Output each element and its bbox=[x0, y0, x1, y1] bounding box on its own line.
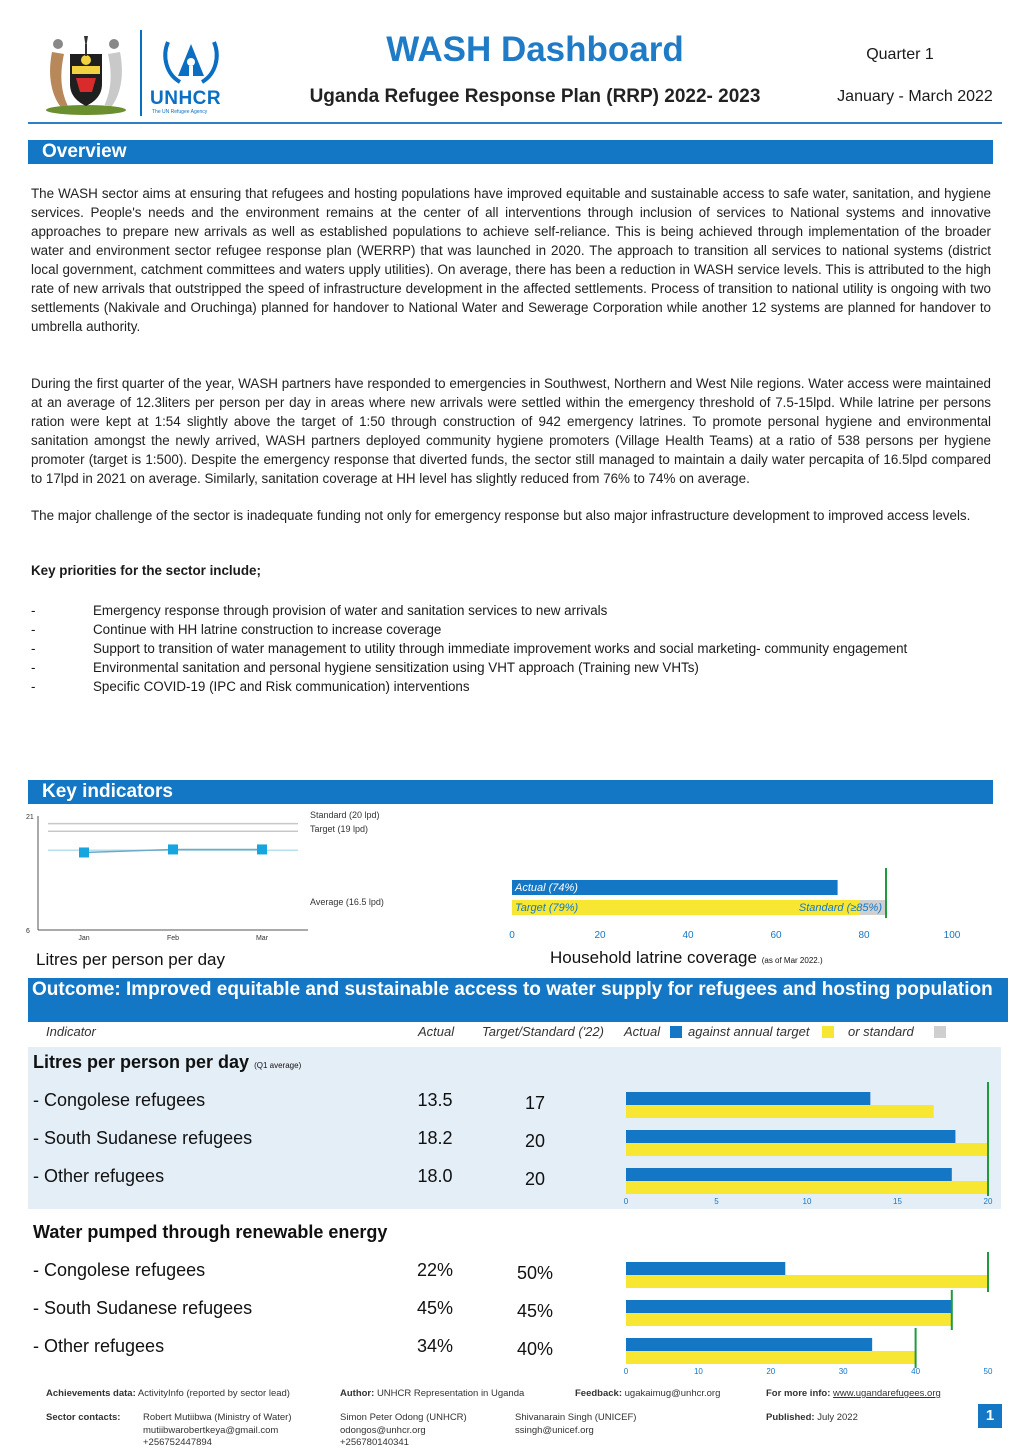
row-actual: 22% bbox=[416, 1260, 454, 1280]
row-target: 45% bbox=[516, 1301, 554, 1321]
x-tick-label: 0 bbox=[623, 1367, 629, 1376]
x-tick-label: 0 bbox=[623, 1197, 629, 1206]
x-tick-label: Mar bbox=[255, 935, 269, 942]
outcome-heading: Outcome: Improved equitable and sustainable access to water supply for refugees and hosting population bbox=[28, 978, 1008, 1022]
footer-contact-3: Shivanarain Singh (UNICEF) ssingh@unicef.org bbox=[515, 1412, 637, 1436]
legend-indicator: Indicator bbox=[46, 1024, 96, 1039]
row-actual: 13.5 bbox=[417, 1090, 453, 1110]
footer-contacts-label: Sector contacts: bbox=[46, 1412, 121, 1423]
actual-bar bbox=[626, 1262, 785, 1275]
footer-feedback: Feedback: ugakaimug@unhcr.org bbox=[575, 1388, 721, 1399]
y-tick-label: 6 bbox=[26, 928, 30, 935]
latrine-bar-label: Actual (74%) bbox=[515, 882, 578, 894]
row-target: 17 bbox=[524, 1093, 546, 1113]
more-info-link[interactable]: www.ugandarefugees.org bbox=[833, 1388, 941, 1399]
x-tick-label: 15 bbox=[893, 1197, 902, 1206]
actual-bar bbox=[626, 1168, 952, 1181]
x-tick-label: 40 bbox=[682, 930, 694, 941]
footer-contact-1: Robert Mutiibwa (Ministry of Water) mutiibwarobertkeya@gmail.com +256752447894 bbox=[143, 1412, 292, 1448]
target-bar bbox=[626, 1105, 934, 1118]
lpd-chart-caption: Litres per person per day bbox=[36, 950, 225, 969]
priority-bullet: - bbox=[31, 622, 36, 637]
standard-line-label: Standard (20 lpd) bbox=[310, 810, 380, 820]
logo-divider bbox=[140, 30, 142, 116]
legend-target-swatch bbox=[822, 1026, 834, 1038]
legend-target: Target/Standard ('22) bbox=[482, 1024, 604, 1039]
page-title: WASH Dashboard bbox=[386, 30, 684, 69]
lpd-line-chart bbox=[24, 808, 404, 944]
row-actual: 18.2 bbox=[417, 1128, 453, 1148]
data-point bbox=[168, 844, 178, 854]
x-tick-label: 40 bbox=[911, 1367, 921, 1376]
latrine-standard-label: Standard (≥85%) bbox=[798, 902, 882, 914]
unhcr-logo-text: UNHCR bbox=[150, 88, 222, 109]
target-bar bbox=[626, 1275, 988, 1288]
footer-contact-2: Simon Peter Odong (UNHCR) odongos@unhcr.org +256780140341 bbox=[340, 1412, 467, 1448]
x-tick-label: 5 bbox=[714, 1197, 719, 1206]
priority-item: - Support to transition of water management to utility through immediate improvement works and social marketing- community engagement bbox=[31, 641, 908, 656]
outcome-legend bbox=[46, 1024, 996, 1042]
y-tick-label: 21 bbox=[26, 814, 34, 821]
footer-published: Published: July 2022 bbox=[766, 1412, 858, 1423]
priorities-list bbox=[31, 601, 991, 696]
target-bar bbox=[626, 1351, 916, 1364]
x-tick-label: 20 bbox=[594, 930, 606, 941]
target-line-label: Target (19 lpd) bbox=[310, 824, 369, 834]
row-label: - South Sudanese refugees bbox=[33, 1298, 253, 1318]
row-target: 40% bbox=[516, 1339, 554, 1359]
priority-item: - Environmental sanitation and personal hygiene sensitization using VHT approach (Training new VHTs) bbox=[31, 660, 699, 675]
x-tick-label: 10 bbox=[802, 1197, 812, 1206]
actual-bar bbox=[626, 1338, 872, 1351]
legend-or-standard: or standard bbox=[848, 1024, 914, 1039]
latrine-chart-caption: Household latrine coverage (as of Mar 2022.) bbox=[550, 948, 823, 967]
priorities-heading: Key priorities for the sector include; bbox=[31, 563, 261, 578]
row-label: - Other refugees bbox=[33, 1336, 165, 1356]
x-tick-label: Jan bbox=[78, 935, 90, 942]
priority-bullet: - bbox=[31, 641, 36, 656]
x-tick-label: 10 bbox=[693, 1367, 703, 1376]
row-actual: 34% bbox=[416, 1336, 454, 1356]
target-bar bbox=[626, 1181, 988, 1194]
row-label: - Congolese refugees bbox=[33, 1260, 206, 1280]
unhcr-laurel-icon bbox=[160, 36, 222, 88]
overview-paragraph-3: The major challenge of the sector is inadequate funding not only for emergency response but also major infrastructure development to improved access levels. bbox=[31, 508, 971, 523]
latrine-bar-label: Target (79%) bbox=[515, 902, 579, 914]
uganda-coat-of-arms-icon bbox=[38, 32, 134, 116]
average-line-label: Average (16.5 lpd) bbox=[310, 897, 384, 907]
target-bar bbox=[626, 1313, 952, 1326]
overview-paragraph-1: The WASH sector aims at ensuring that refugees and hosting populations have improved equitable and sustainable access to safe water, sanitation, and hygiene services. People's needs and the environment remains at the center of all interventions through inclusion of services to National systems and innovative approaches to prepare new arrivals as well as established populations to achieve self-reliance. This is being achieved through implementation of the broader water and environment sector refugee response plan (WERRP) that was launched in 2020. The approach to transition all services to national systems (district local government, catchment committees and waters upply utilities). On average, there has been a reduction in WASH service levels. This is attributed to the high rate of new arrivals that outstripped the speed of infrastructure development in the affected settlements. Process of transition to national utility is ongoing with two settlements (Nakivale and Oruchinga) planned for handover to National Water and Sewerage Corporation while another 12 systems are planned for handover to umbrella authority. bbox=[31, 186, 991, 334]
row-actual: 45% bbox=[416, 1298, 454, 1318]
x-tick-label: 20 bbox=[983, 1197, 993, 1206]
priority-bullet: - bbox=[31, 660, 36, 675]
legend-actual-bar: Actual bbox=[624, 1024, 661, 1039]
overview-heading: Overview bbox=[28, 140, 993, 164]
row-target: 20 bbox=[524, 1131, 546, 1151]
priority-bullet: - bbox=[31, 679, 36, 694]
row-target: 50% bbox=[516, 1263, 554, 1283]
priority-bullet: - bbox=[31, 603, 36, 618]
row-actual: 18.0 bbox=[417, 1166, 453, 1186]
key-indicators-heading: Key indicators bbox=[28, 780, 993, 804]
row-label: - Other refugees bbox=[33, 1166, 165, 1186]
x-tick-label: 50 bbox=[983, 1367, 993, 1376]
legend-actual: Actual bbox=[418, 1024, 455, 1039]
page-number: 1 bbox=[978, 1404, 1002, 1428]
legend-actual-swatch bbox=[670, 1026, 682, 1038]
row-target: 20 bbox=[524, 1169, 546, 1189]
legend-standard-swatch bbox=[934, 1026, 946, 1038]
footer-author: Author: UNHCR Representation in Uganda bbox=[340, 1388, 525, 1399]
group-note: (Q1 average) bbox=[254, 1061, 302, 1070]
actual-bar bbox=[626, 1092, 870, 1105]
page-subtitle: Uganda Refugee Response Plan (RRP) 2022- 2023 bbox=[309, 86, 761, 107]
x-tick-label: 100 bbox=[943, 930, 961, 941]
lpd-outcome-bar-chart bbox=[610, 1080, 1002, 1206]
group-title-lpd: Litres per person per day (Q1 average) bbox=[33, 1052, 302, 1072]
row-label: - South Sudanese refugees bbox=[33, 1128, 253, 1148]
legend-against: against annual target bbox=[688, 1024, 810, 1039]
group-title-renewable: Water pumped through renewable energy bbox=[33, 1222, 388, 1242]
unhcr-tagline: The UN Refugee Agency bbox=[152, 109, 208, 115]
data-point bbox=[257, 844, 267, 854]
x-tick-label: 0 bbox=[509, 930, 515, 941]
footer-achievements: Achievements data: ActivityInfo (reported by sector lead) bbox=[46, 1388, 290, 1399]
x-tick-label: 20 bbox=[766, 1367, 776, 1376]
priority-item: - Specific COVID-19 (IPC and Risk communication) interventions bbox=[31, 679, 470, 694]
overview-paragraph-2: During the first quarter of the year, WASH partners have responded to emergencies in Southwest, Northern and West Nile regions. Water access were maintained at an average of 12.3liters per person per day in areas where new arrivals were settled within the emergency threshold of 7.5-15lpd. While latrine per persons ration were kept at 1:54 slightly above the target of 1:50 through construction of 942 emergency latrines. To promote personal hygiene and environmental sanitation amongst the newly arrived, WASH partners deployed community hygiene promoters (Village Health Teams) at a ratio of 538 persons per hygiene promoter (target is 1:500). Despite the emergency response that diverted funds, the sector still managed to maintain a daily water percapita of 16.5lpd compared to 17lpd in 2021 on average. Similarly, sanitation coverage at HH level has slightly reduced from 76% to 74% on average. bbox=[31, 376, 991, 486]
period-label: January - March 2022 bbox=[837, 88, 993, 105]
data-point bbox=[79, 847, 89, 857]
priority-item: - Emergency response through provision of water and sanitation services to new arrivals bbox=[31, 603, 608, 618]
quarter-label: Quarter 1 bbox=[866, 46, 934, 63]
x-tick-label: 80 bbox=[858, 930, 870, 941]
row-label: - Congolese refugees bbox=[33, 1090, 206, 1110]
latrine-bar-chart bbox=[500, 862, 980, 946]
actual-bar bbox=[626, 1130, 955, 1143]
x-tick-label: 60 bbox=[770, 930, 782, 941]
latrine-caption-note: (as of Mar 2022.) bbox=[761, 956, 823, 965]
actual-bar bbox=[626, 1300, 952, 1313]
renewable-outcome-bar-chart bbox=[610, 1250, 1002, 1376]
x-tick-label: Feb bbox=[166, 935, 180, 942]
x-tick-label: 30 bbox=[838, 1367, 848, 1376]
priority-item: - Continue with HH latrine construction to increase coverage bbox=[31, 622, 442, 637]
header-rule bbox=[28, 122, 1002, 124]
target-bar bbox=[626, 1143, 988, 1156]
footer-more-info: For more info: www.ugandarefugees.org bbox=[766, 1388, 941, 1399]
